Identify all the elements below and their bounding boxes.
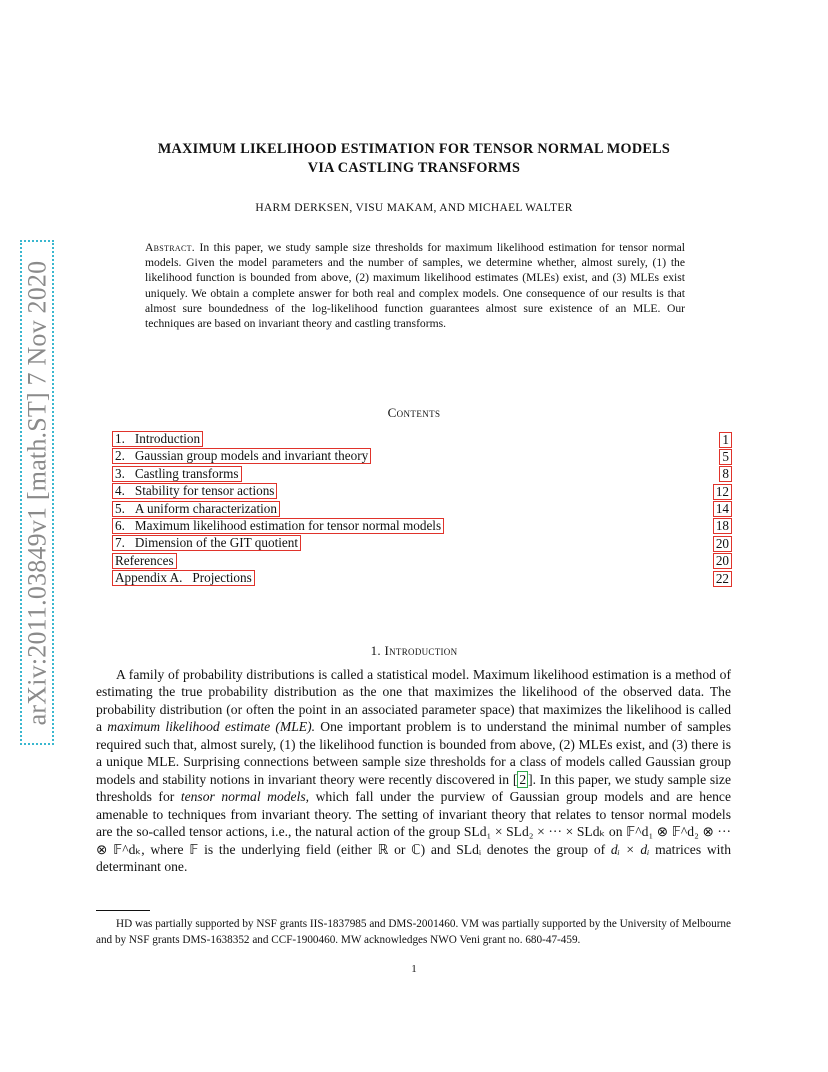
math-group-expression: SLd₁ × SLd₂ × ··· × SLdₖ xyxy=(463,824,606,840)
toc-entry-title: Gaussian group models and invariant theory xyxy=(134,448,369,464)
math-sl-expression: SLdᵢ xyxy=(456,841,482,857)
term-tensor-normal-models: tensor normal models, xyxy=(180,789,310,805)
footnote-divider xyxy=(96,910,150,911)
intro-text-part-3: . In this paper, we study sample size thresholds for xyxy=(96,771,731,805)
toc-link-appendix-projections[interactable] xyxy=(112,570,255,586)
toc-page-link[interactable]: 20 xyxy=(713,553,732,569)
toc-entry xyxy=(112,534,732,551)
funding-footnote: HD was partially supported by NSF grants IIS-1837985 and DMS-2001460. VM was partially supported by the University of Melbourne and by NSF grants DMS-1638352 and CCF-1900460. MW acknowledges NWO Veni grant no. 680-47-459. xyxy=(96,918,731,946)
toc-entry-number: 5. xyxy=(115,500,125,516)
toc-page-link[interactable]: 1 xyxy=(719,432,732,448)
toc-entry xyxy=(112,482,732,499)
toc-entry xyxy=(112,430,732,447)
toc-entry-title: A uniform characterization xyxy=(134,500,277,516)
intro-text-part-5: on xyxy=(605,824,627,840)
toc-entry xyxy=(112,569,732,586)
intro-text-part-8: matrices with determinant one. xyxy=(96,841,731,874)
table-of-contents xyxy=(112,430,732,587)
toc-link-references[interactable] xyxy=(112,553,177,569)
intro-text-part-6: , where 𝔽 is the underlying field (either ℝ or ℂ) and xyxy=(141,841,457,857)
toc-page-link[interactable]: 12 xyxy=(713,484,732,500)
math-tensor-space-expression: 𝔽^d₁ ⊗ 𝔽^d₂ ⊗ ··· ⊗ 𝔽^dₖ xyxy=(96,824,732,857)
toc-link-gaussian-group-models[interactable] xyxy=(112,448,371,464)
toc-entry xyxy=(112,517,732,534)
toc-page-link[interactable]: 22 xyxy=(713,571,732,587)
paper-title-line-2: VIA CASTLING TRANSFORMS xyxy=(307,160,521,176)
citation-link[interactable]: 2 xyxy=(519,771,527,787)
toc-page-link[interactable]: 18 xyxy=(713,518,732,534)
toc-entry-number: 2. xyxy=(115,448,125,464)
section-title: Introduction xyxy=(384,643,458,658)
term-mle: maximum likelihood estimate (MLE). xyxy=(107,719,316,735)
toc-link-uniform-characterization[interactable] xyxy=(112,501,280,517)
section-heading-introduction xyxy=(90,643,738,659)
intro-text-part-4: which fall under the purview of Gaussian group models and are hence amenable to techniques from invariant theory. The setting of invariant theory that relates to tensor normal models are the so-called tensor actions, i.e., the natural action of the group xyxy=(96,789,732,840)
toc-entry xyxy=(112,465,732,482)
toc-page-link[interactable]: 14 xyxy=(713,501,732,517)
arxiv-identifier-stamp[interactable] xyxy=(20,240,54,745)
toc-entry-number: Appendix A. xyxy=(115,570,183,586)
toc-entry xyxy=(112,500,732,517)
toc-link-git-quotient-dimension[interactable] xyxy=(112,535,301,551)
abstract xyxy=(145,240,685,331)
toc-entry-title: References xyxy=(115,552,174,568)
toc-entry-number: 4. xyxy=(115,483,125,499)
toc-entry-title: Introduction xyxy=(134,431,201,446)
toc-entry-title: Dimension of the GIT quotient xyxy=(134,535,299,551)
intro-text-part-7: denotes the group of xyxy=(481,841,611,857)
intro-text-part-1: A family of probability distributions is called a statistical model. Maximum likelihood estimation is a method of estimating the true probability distribution as the one that maximizes the likelihood of the observed data. The probability distribution (or often the point in an associated parameter space) that maximizes the likelihood is called a xyxy=(96,667,731,735)
toc-entry-title: Stability for tensor actions xyxy=(134,483,275,499)
toc-entry-title: Maximum likelihood estimation for tensor normal models xyxy=(134,517,442,533)
section-number: 1. xyxy=(370,643,381,658)
toc-page-link[interactable]: 8 xyxy=(719,466,732,482)
toc-entry-number: 7. xyxy=(115,535,125,551)
math-matrix-size-expression: dᵢ × dᵢ xyxy=(610,841,650,857)
paper-title xyxy=(90,140,738,178)
toc-entry-number: 3. xyxy=(115,465,125,481)
toc-page-link[interactable]: 5 xyxy=(719,449,732,465)
abstract-text: In this paper, we study sample size thresholds for maximum likelihood estimation for tensor normal models. Given the model parameters and the number of samples, we determine whether, almost surely, (1) the likelihood function is bounded from above, (2) maximum likelihood estimates (MLEs) exist, and (3) MLEs exist uniquely. We obtain a complete answer for both real and complex models. One consequence of our results is that almost sure boundedness of the log-likelihood function guarantees almost sure existence of an MLE. Our techniques are based on invariant theory and castling transforms. xyxy=(145,241,685,331)
toc-entry xyxy=(112,552,732,569)
toc-entry-number: 6. xyxy=(115,517,125,533)
toc-entry-title: Castling transforms xyxy=(134,465,239,481)
toc-link-introduction[interactable] xyxy=(112,431,203,447)
toc-page-link[interactable]: 20 xyxy=(713,536,732,552)
toc-link-stability-tensor-actions[interactable] xyxy=(112,483,277,499)
introduction-paragraph: A family of probability distributions is called a statistical model. Maximum likelihood estimation is a method of estimating the true probability distribution as the one that maximizes the likelihood of the observed data. The probability distribution (or often the point in an associated parameter space) that maximizes the likelihood is called a maximum likelihood estimate (MLE). One important problem is to understand the minimal number of samples required such that, almost surely, (1) the likelihood function is bounded from above, (2) MLEs exist, and (3) there is a unique MLE. Surprising connections between sample size thresholds for a class of models called Gaussian group models and stability notions in invariant theory were recently discovered in [ 2 ]. In this paper, we study sample size thresholds for tensor normal models, which fall under the purview of Gaussian group models and are hence amenable to techniques from invariant theory. The setting of invariant theory that relates to tensor normal models are the so-called tensor actions, i.e., the natural action of the group SLd₁ × SLd₂ × ··· × SLdₖ on 𝔽^d₁ ⊗ 𝔽^d₂ ⊗ ··· ⊗ 𝔽^dₖ, where 𝔽 is the underlying field (either ℝ or ℂ) and SLdᵢ denotes the group of dᵢ × dᵢ matrices with determinant one. xyxy=(96,667,732,874)
toc-link-maximum-likelihood-estimation[interactable] xyxy=(112,518,444,534)
contents-heading: Contents xyxy=(387,405,441,420)
toc-link-castling-transforms[interactable] xyxy=(112,466,242,482)
page-number: 1 xyxy=(411,963,417,975)
paper-title-line-1: MAXIMUM LIKELIHOOD ESTIMATION FOR TENSOR NORMAL MODELS xyxy=(157,141,671,157)
toc-entry-title: Projections xyxy=(192,570,252,586)
paper-authors: HARM DERKSEN, VISU MAKAM, AND MICHAEL WALTER xyxy=(255,202,573,214)
toc-entry-number: 1. xyxy=(115,431,125,446)
toc-entry xyxy=(112,447,732,464)
abstract-label: Abstract. xyxy=(145,241,195,254)
intro-text-part-2: One important problem is to understand the minimal number of samples required such that, almost surely, (1) the likelihood function is bounded from above, (2) MLEs exist, and (3) there is a unique MLE. Surprising connections between sample size thresholds for a class of models called Gaussian group models and stability notions in invariant theory were recently discovered in xyxy=(96,719,732,787)
arxiv-identifier-text: arXiv:2011.03849v1 [math.ST] 7 Nov 2020 xyxy=(22,260,51,725)
